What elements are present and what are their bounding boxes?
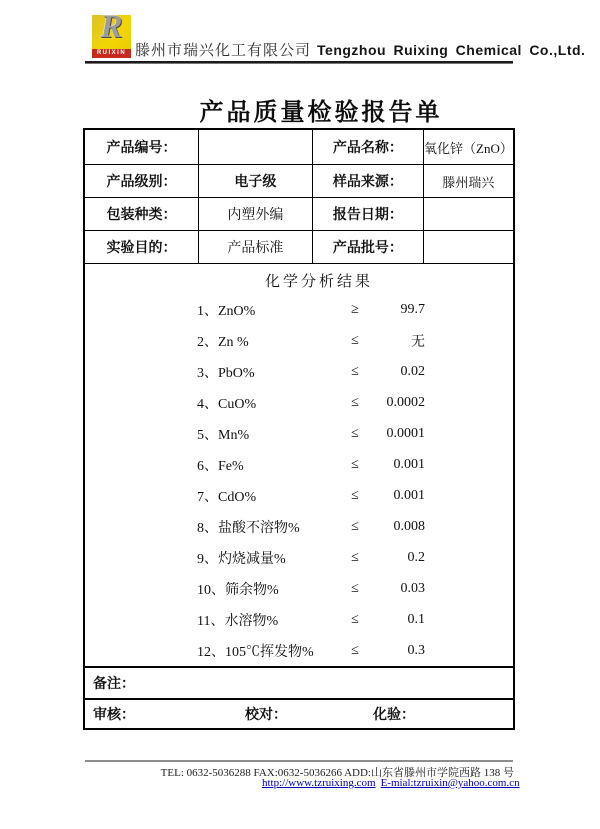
analysis-item-name: 2、Zn % [197, 334, 249, 350]
remarks-label: 备注： [93, 675, 135, 691]
analysis-section [85, 264, 513, 668]
analysis-item-comparator: ≤ [351, 549, 359, 565]
info-value-right [424, 231, 513, 263]
analysis-item-row [85, 449, 513, 480]
analysis-item-value: 无 [411, 334, 425, 350]
analysis-item-row [85, 542, 513, 573]
company-logo [92, 9, 131, 58]
signoff-row [85, 700, 513, 728]
header-rule [85, 61, 513, 64]
analysis-item-value: 0.03 [400, 580, 425, 596]
analysis-item-row [85, 573, 513, 604]
logo-wordmark: RUIXIN [92, 49, 131, 58]
analysis-item-row [85, 387, 513, 418]
info-value-right: 滕州瑞兴 [442, 174, 495, 190]
analysis-items [85, 294, 513, 666]
analysis-item-row [85, 325, 513, 356]
analysis-item-comparator: ≤ [351, 580, 359, 596]
info-label-right: 产品名称： [313, 130, 424, 164]
analysis-item-value: 0.02 [400, 363, 425, 379]
footer-links [262, 777, 520, 789]
analysis-item-row [85, 480, 513, 511]
info-value-right [424, 198, 513, 230]
info-table-row [85, 165, 513, 198]
analysis-item-comparator: ≤ [351, 487, 359, 503]
analysis-item-value: 0.1 [407, 611, 425, 627]
analysis-item-value: 0.001 [393, 487, 425, 503]
analysis-item-comparator: ≤ [351, 642, 359, 658]
analysis-item-value: 0.001 [393, 456, 425, 472]
analysis-item-comparator: ≥ [351, 301, 359, 317]
website-link[interactable]: http://www.tzruixing.com [262, 777, 376, 789]
analysis-item-value: 0.008 [393, 518, 425, 534]
analysis-item-comparator: ≤ [351, 518, 359, 534]
info-label-left: 包装种类： [85, 198, 199, 230]
analysis-item-name: 5、Mn% [197, 427, 250, 443]
letterhead [135, 39, 585, 60]
analysis-item-value: 0.3 [407, 642, 425, 658]
info-label-right: 报告日期： [313, 198, 424, 230]
logo-r-letter: R [100, 9, 123, 45]
info-label-left: 实验目的： [85, 231, 199, 263]
info-value-left [199, 130, 313, 164]
info-value-left: 电子级 [199, 165, 313, 197]
analysis-item-row [85, 635, 513, 666]
info-rows [85, 130, 513, 264]
analysis-item-name: 1、ZnO% [197, 303, 256, 319]
analysis-item-name: 11、水溶物% [197, 613, 279, 629]
info-label-right: 样品来源： [313, 165, 424, 197]
analysis-heading: 化学分析结果 [264, 274, 373, 290]
info-table-row [85, 198, 513, 231]
review-label: 审核： [93, 706, 135, 722]
analysis-item-comparator: ≤ [351, 425, 359, 441]
analysis-item-value: 0.0002 [386, 394, 425, 410]
analysis-item-name: 9、灼烧减量% [197, 551, 286, 567]
info-table-row [85, 231, 513, 264]
analysis-item-name: 12、105℃挥发物% [197, 644, 314, 660]
analysis-item-row [85, 356, 513, 387]
analysis-item-name: 8、盐酸不溶物% [197, 520, 300, 536]
analysis-item-row [85, 294, 513, 325]
analysis-item-value: 0.2 [407, 549, 425, 565]
analysis-item-name: 10、筛余物% [197, 582, 279, 598]
info-label-right: 产品批号： [313, 231, 424, 263]
doc-title: 产品质量检验报告单 [199, 99, 443, 126]
analysis-item-comparator: ≤ [351, 332, 359, 348]
remarks-row [85, 668, 513, 700]
analysis-item-name: 3、PbO% [197, 365, 255, 381]
analysis-item-name: 6、Fe% [197, 458, 244, 474]
analysis-item-comparator: ≤ [351, 611, 359, 627]
proofread-label: 校对： [245, 706, 287, 722]
analysis-item-comparator: ≤ [351, 363, 359, 379]
info-label-left: 产品编号： [85, 130, 199, 164]
info-label-left: 产品级别： [85, 165, 199, 197]
footer-contact-line: TEL: 0632-5036288 FAX:0632-5036266 ADD:山东省滕州市学院西路 138 号 [160, 767, 514, 779]
company-name-en: Tengzhou Ruixing Chemical Co.,Ltd. [317, 42, 586, 58]
analysis-item-name: 7、CdO% [197, 489, 257, 505]
info-value-left: 产品标准 [199, 231, 313, 263]
analysis-item-row [85, 511, 513, 542]
analysis-item-value: 0.0001 [386, 425, 425, 441]
analysis-item-comparator: ≤ [351, 456, 359, 472]
info-value-left: 内塑外编 [199, 198, 313, 230]
report-table [83, 128, 515, 730]
analysis-item-comparator: ≤ [351, 394, 359, 410]
analysis-item-name: 4、CuO% [197, 396, 257, 412]
footer-rule [85, 760, 513, 762]
analysis-item-row [85, 418, 513, 449]
info-table-row [85, 130, 513, 165]
info-value-right: 氧化锌（ZnO） [424, 140, 513, 156]
analysis-item-value: 99.7 [400, 301, 425, 317]
analysis-item-row [85, 604, 513, 635]
assay-label: 化验： [373, 706, 415, 722]
company-name-cn: 滕州市瑞兴化工有限公司 [135, 43, 312, 59]
email-link[interactable]: E-mial:tzruixin@yahoo.com.cn [380, 777, 520, 789]
